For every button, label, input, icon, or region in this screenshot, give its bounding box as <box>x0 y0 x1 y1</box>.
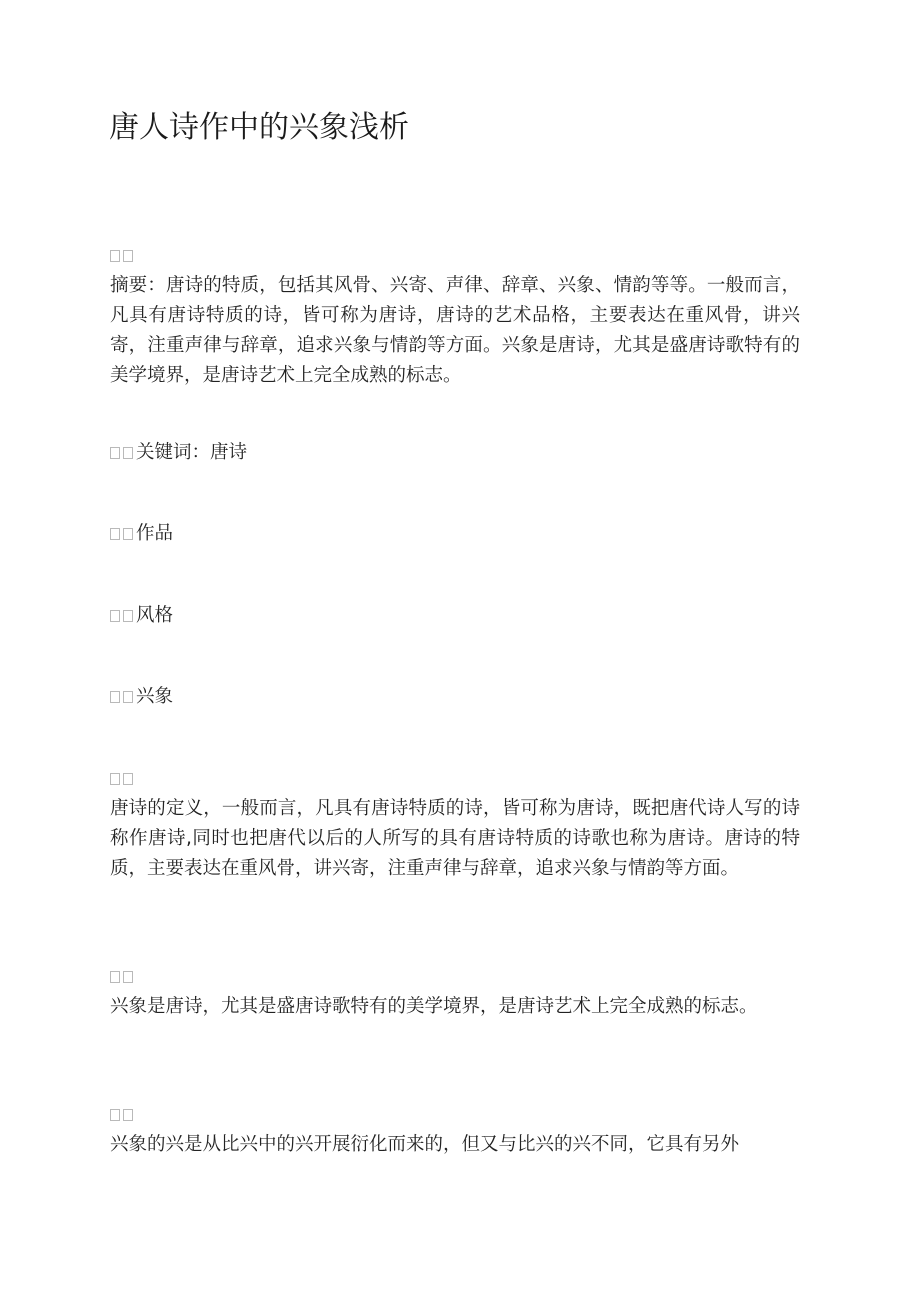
missing-glyph-marker <box>110 528 120 540</box>
body-paragraph: 兴象的兴是从比兴中的兴开展衍化而来的，但又与比兴的兴不同，它具有另外 <box>110 1134 740 1155</box>
missing-glyph-marker <box>110 764 800 794</box>
body-section-2 <box>110 962 800 1022</box>
missing-glyph-marker <box>110 241 800 271</box>
missing-glyph-marker <box>110 1100 800 1130</box>
missing-glyph-marker <box>110 691 120 703</box>
keyword-item: 兴象 <box>136 686 174 707</box>
body-section-3 <box>110 1100 800 1160</box>
body-section-1 <box>110 764 800 884</box>
missing-glyph-marker <box>123 528 133 540</box>
missing-glyph-marker <box>123 610 133 622</box>
missing-glyph-marker <box>110 962 800 992</box>
abstract-paragraph: 摘要：唐诗的特质，包括其风骨、兴寄、声律、辞章、兴象、情韵等等。一般而言，凡具有唐诗特质的诗，皆可称为唐诗，唐诗的艺术品格，主要表达在重风骨，讲兴寄，注重声律与辞章，追求兴象与情韵等方面。兴象是唐诗，尤其是盛唐诗歌特有的美学境界，是唐诗艺术上完全成熟的标志。 <box>110 275 800 386</box>
keyword-item: 风格 <box>136 605 174 626</box>
missing-glyph-marker <box>110 447 120 459</box>
body-paragraph: 唐诗的定义，一般而言，凡具有唐诗特质的诗，皆可称为唐诗，既把唐代诗人写的诗称作唐诗,同时也把唐代以后的人所写的具有唐诗特质的诗歌也称为唐诗。唐诗的特质，主要表达在重风骨，讲兴寄，注重声律与辞章，追求兴象与情韵等方面。 <box>110 798 800 879</box>
abstract-section <box>110 241 800 391</box>
keyword-item: 作品 <box>136 523 174 544</box>
keyword-line-1 <box>110 438 800 468</box>
body-paragraph: 兴象是唐诗，尤其是盛唐诗歌特有的美学境界，是唐诗艺术上完全成熟的标志。 <box>110 996 758 1017</box>
keyword-line-2 <box>110 519 800 549</box>
keyword-line-4 <box>110 682 800 712</box>
keyword-line-3 <box>110 601 800 631</box>
missing-glyph-marker <box>123 691 133 703</box>
document-title: 唐人诗作中的兴象浅析 <box>109 110 409 145</box>
missing-glyph-marker <box>123 447 133 459</box>
missing-glyph-marker <box>110 610 120 622</box>
keyword-label: 关键词：唐诗 <box>136 442 248 463</box>
